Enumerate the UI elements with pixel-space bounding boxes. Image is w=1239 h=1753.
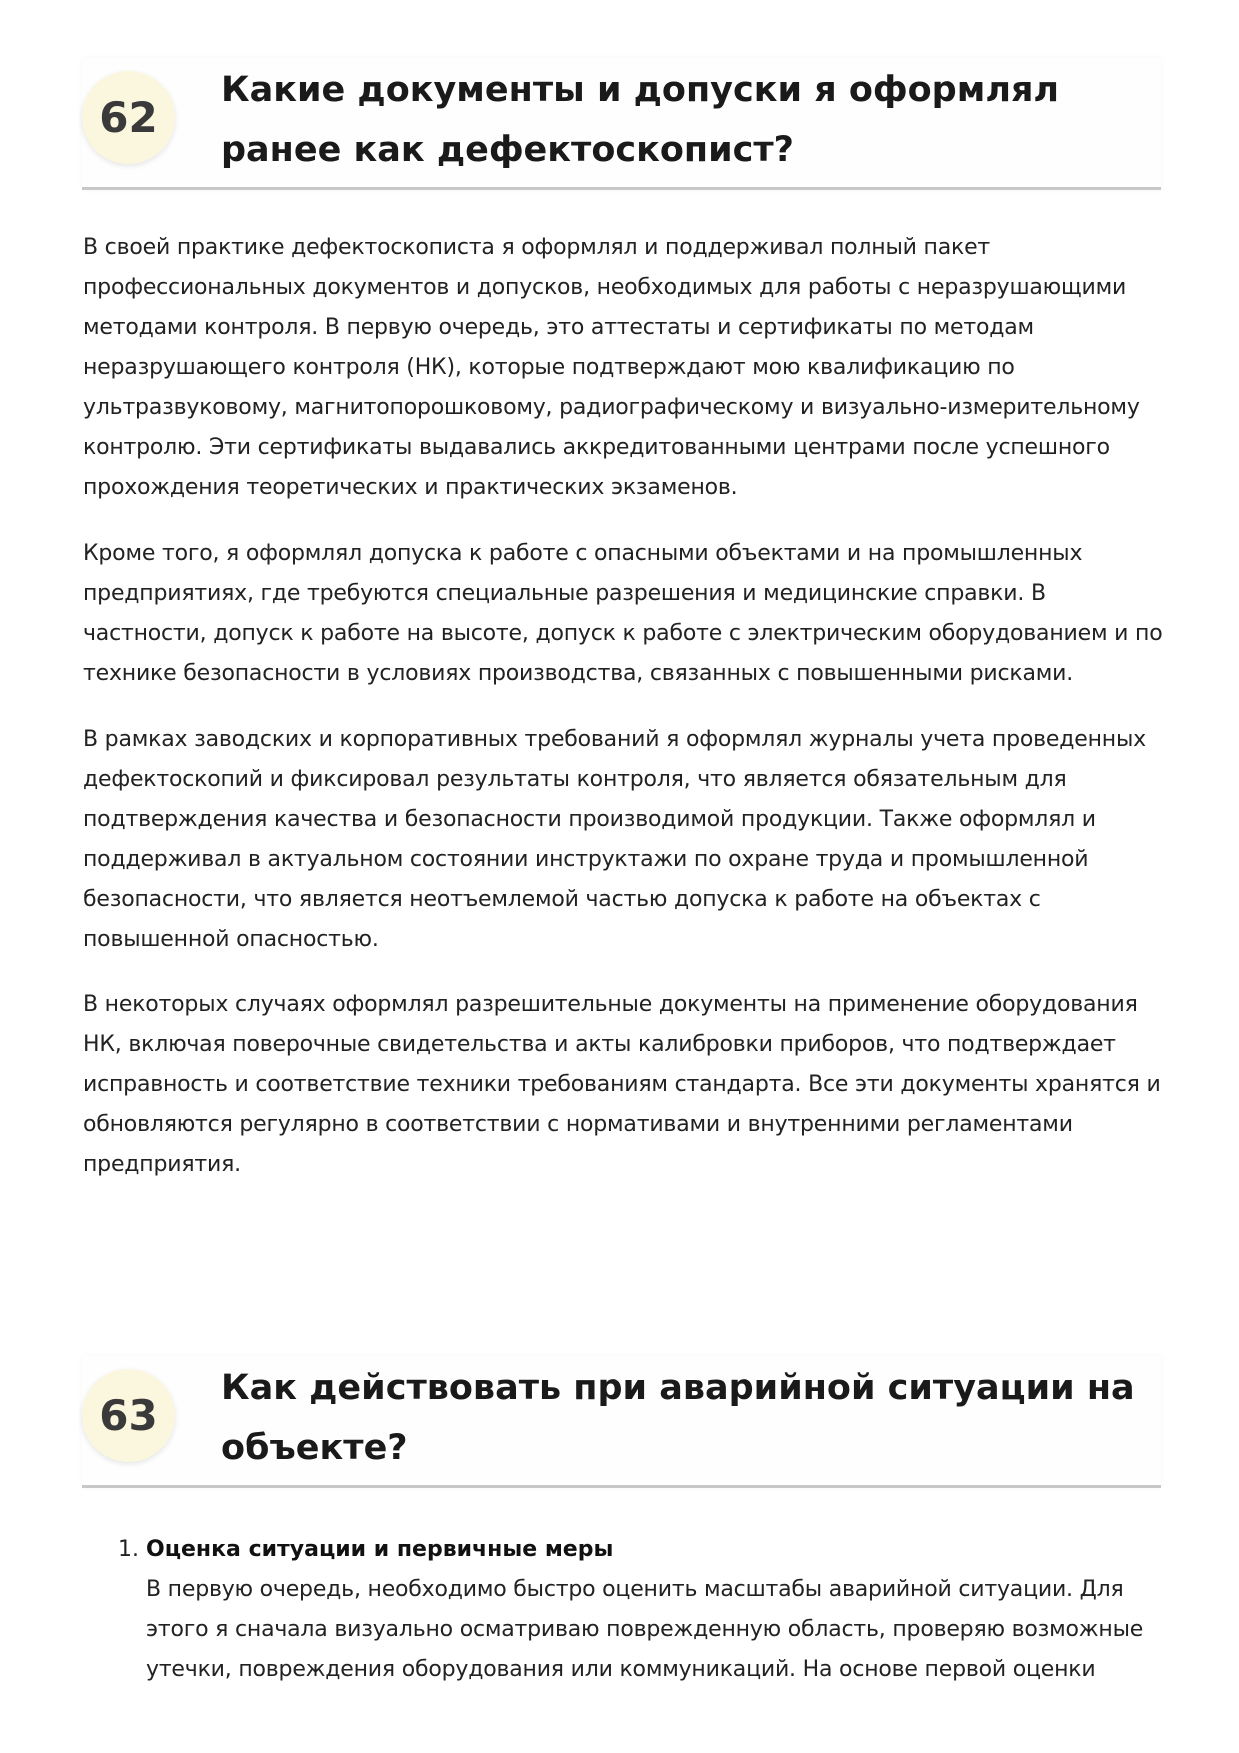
- question-title: Как действовать при аварийной ситуации на объекте?: [221, 1368, 1135, 1468]
- question-63-header: [82, 1356, 1161, 1488]
- question-number-badge: 62: [82, 71, 175, 164]
- answer-paragraph: В рамках заводских и корпоративных требований я оформлял журналы учета проведенных дефектоскопий и фиксировал результаты контроля, что является обязательным для подтверждения качества и безопасности производимой продукции. Также оформлял и поддерживал в актуальном состоянии инструктажи по охране труда и промышленной безопасности, что является неотъемлемой частью допуска к работе на объектах с повышенной опасностью.: [83, 727, 1146, 952]
- answer-list: [118, 1530, 1163, 1690]
- question-number-badge: 63: [82, 1369, 175, 1462]
- answer-paragraph: В своей практике дефектоскописта я оформлял и поддерживал полный пакет профессиональных документов и допусков, необходимых для работы с неразрушающими методами контроля. В первую очередь, это аттестаты и сертификаты по методам неразрушающего контроля (НК), которые подтверждают мою квалификацию по ультразвуковому, магнитопорошковому, радиографическому и визуально-измерительному контролю. Эти сертификаты выдавались аккредитованными центрами после успешного прохождения теоретических и практических экзаменов.: [83, 235, 1140, 500]
- answer-paragraph: В некоторых случаях оформлял разрешительные документы на применение оборудования НК, включая поверочные свидетельства и акты калибровки приборов, что подтверждает исправность и соответствие техники требованиям стандарта. Все эти документы хранятся и обновляются регулярно в соответствии с нормативами и внутренними регламентами предприятия.: [83, 992, 1161, 1177]
- list-item: [118, 1530, 1163, 1690]
- answer-paragraph: Кроме того, я оформлял допуска к работе с опасными объектами и на промышленных предприятиях, где требуются специальные разрешения и медицинские справки. В частности, допуск к работе на высоте, допуск к работе с электрическим оборудованием и по технике безопасности в условиях производства, связанных с повышенными рисками.: [83, 541, 1163, 686]
- list-item-text: В первую очередь, необходимо быстро оценить масштабы аварийной ситуации. Для этого я сначала визуально осматриваю поврежденную область, проверяю возможные утечки, повреждения оборудования или коммуникаций. На основе первой оценки: [146, 1577, 1144, 1682]
- question-title: Какие документы и допуски я оформлял ранее как дефектоскопист?: [221, 70, 1060, 170]
- question-62-header: [82, 58, 1161, 190]
- list-item-number: 1.: [118, 1537, 139, 1562]
- list-item-heading: Оценка ситуации и первичные меры: [146, 1537, 614, 1562]
